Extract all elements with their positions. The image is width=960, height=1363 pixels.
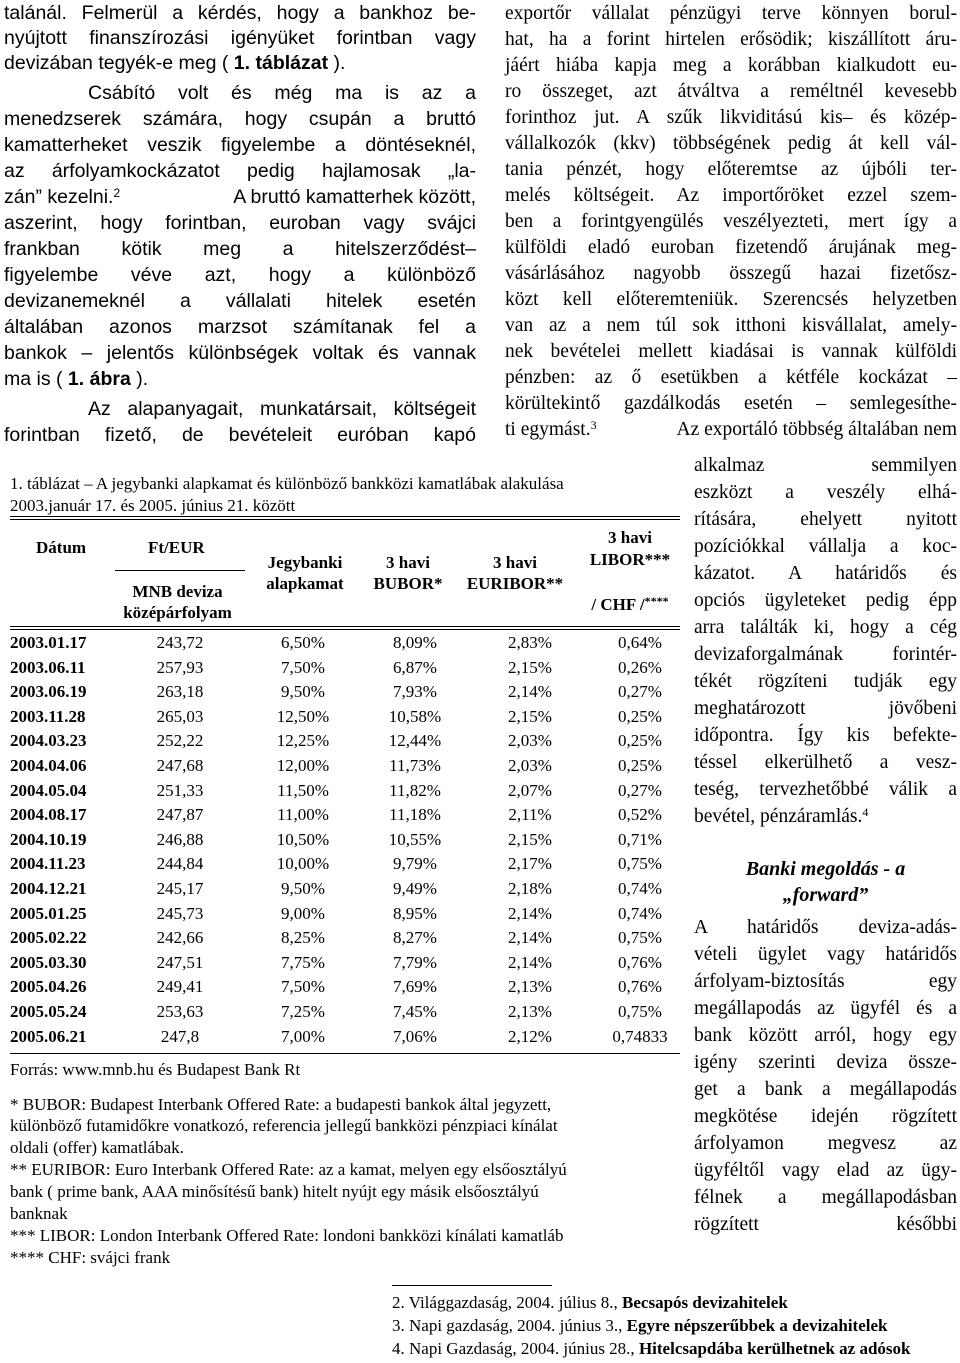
- cell-bubor: 11,18%: [389, 805, 441, 825]
- body-line: arra találták ki, hogy a cég: [694, 617, 957, 638]
- section-heading: Banki megoldás - a: [745, 858, 906, 880]
- table-bottom-rule: [10, 1053, 680, 1054]
- cell-euribor: 2,03%: [508, 731, 552, 751]
- table-row: [10, 1025, 700, 1049]
- cell-euribor: 2,15%: [508, 657, 552, 677]
- cell-fx: 243,72: [156, 633, 204, 652]
- header-rate: Jegybanki: [267, 553, 343, 572]
- body-line: zán” kezelni.$^2$ A bruttó kamatterhek között,: [4, 186, 476, 208]
- body-line: kázatot. A határidős és: [694, 563, 957, 584]
- cell-bubor: 7,79%: [393, 952, 437, 972]
- header-libor: 3 havi: [608, 528, 652, 547]
- body-line: forintban fizető, de bevételeit euróban kapó: [4, 424, 476, 446]
- cell-euribor: 2,13%: [508, 977, 552, 997]
- header-euribor: EURIBOR**: [466, 574, 564, 593]
- body-line: árfolyam-biztosítás egy: [694, 971, 957, 992]
- cell-date: 2004.03.23: [10, 731, 87, 751]
- table-note: **** CHF: svájci frank: [10, 1248, 171, 1267]
- cell-libor: 0,27%: [618, 780, 662, 800]
- cell-fx: 263,18: [156, 682, 204, 702]
- cell-libor: 0,76%: [618, 977, 662, 997]
- body-line: időpontra. Így kis befekte-: [694, 725, 957, 746]
- cell-libor: 0,76%: [618, 952, 662, 972]
- body-line: ügyféltől vagy elad az ügy-: [694, 1160, 957, 1181]
- cell-bubor: 11,73%: [389, 756, 441, 775]
- header-date: Dátum: [36, 538, 87, 557]
- cell-base-rate: 12,25%: [276, 731, 330, 751]
- cell-date: 2005.04.26: [10, 977, 87, 997]
- cell-libor: 0,75%: [618, 1002, 662, 1021]
- cell-date: 2003.11.28: [10, 706, 86, 726]
- body-line: bevétel, pénzáramlás.$^4$: [694, 805, 869, 827]
- cell-fx: 242,66: [156, 928, 204, 948]
- table-note: ** EURIBOR: Euro Interbank Offered Rate: az a kamat, melyen egy elsőosztályú: [10, 1160, 567, 1179]
- cell-fx: 245,17: [156, 879, 204, 898]
- footnote: 3. Napi gazdaság, 2004. június 3., Egyre népszerűbbek a devizahitelek: [392, 1316, 888, 1335]
- header-rate: alapkamat: [266, 574, 344, 593]
- cell-fx: 253,63: [156, 1002, 204, 1021]
- body-line: nek bevételei mellett kiadásai is vannak külföldi: [505, 341, 957, 362]
- body-line: vásárlásához nagyobb összegű hazai fizetősz-: [505, 263, 957, 284]
- figure-reference: 1. ábra: [67, 368, 131, 390]
- table-row: [10, 705, 700, 729]
- cell-base-rate: 9,00%: [281, 903, 325, 923]
- cell-euribor: 2,07%: [508, 780, 552, 800]
- cell-euribor: 2,14%: [508, 952, 552, 972]
- cell-fx: 244,84: [156, 854, 204, 874]
- cell-euribor: 2,11%: [508, 805, 552, 825]
- cell-bubor: 7,45%: [393, 1002, 437, 1021]
- cell-date: 2003.01.17: [10, 633, 87, 652]
- body-line: meghatározott jövőbeni: [694, 698, 957, 719]
- table-row: [10, 803, 700, 827]
- cell-base-rate: 8,25%: [281, 928, 325, 948]
- cell-euribor: 2,15%: [508, 706, 552, 726]
- body-line: jáért hiába kapja meg a korábban kialkudott eu-: [505, 55, 957, 76]
- cell-fx: 252,22: [156, 731, 204, 751]
- body-line: az árfolyamkockázatot pedig hajlamosak „la-: [4, 160, 476, 182]
- cell-date: 2005.05.24: [10, 1002, 87, 1021]
- header-euribor: 3 havi: [493, 553, 537, 572]
- footnote-marker: 3: [590, 418, 597, 432]
- cell-date: 2005.01.25: [10, 903, 87, 923]
- cell-bubor: 7,06%: [393, 1026, 437, 1046]
- cell-base-rate: 12,00%: [276, 756, 330, 775]
- cell-bubor: 10,55%: [388, 829, 442, 849]
- header-fx: Ft/EUR: [148, 538, 205, 557]
- body-line: tékét rögzíteni tudják egy: [694, 671, 957, 692]
- cell-libor: 0,25%: [618, 706, 662, 726]
- cell-bubor: 9,49%: [393, 879, 437, 898]
- cell-bubor: 10,58%: [388, 706, 442, 726]
- body-line: igény szerinti deviza össze-: [694, 1052, 957, 1073]
- table-reference: 1. táblázat: [233, 52, 329, 74]
- cell-libor: 0,26%: [618, 657, 662, 677]
- body-line: félnek a megállapodásban: [694, 1187, 957, 1208]
- cell-base-rate: 7,25%: [281, 1002, 325, 1021]
- cell-euribor: 2,14%: [508, 903, 552, 923]
- body-line: alkalmaz semmilyen: [694, 455, 957, 476]
- cell-bubor: 8,27%: [393, 928, 437, 948]
- table-note: bank ( prime bank, AAA minősítésű bank) hitelt nyújt egy másik elsőosztályú: [10, 1182, 539, 1201]
- cell-date: 2005.02.22: [10, 928, 87, 948]
- cell-libor: 0,71%: [618, 829, 662, 849]
- cell-fx: 257,93: [156, 657, 204, 677]
- header-fx-sub: MNB deviza: [132, 582, 223, 601]
- body-line: rögzített későbbi: [694, 1214, 957, 1235]
- body-line: opciós ügyleteket pedig épp: [694, 590, 957, 611]
- table-row: [10, 877, 700, 901]
- body-line: külföldi eladó euroban fizetendő árujának meg-: [505, 237, 957, 258]
- body-line: forinthoz jut. A szűk likviditású kis– és közép-: [505, 107, 957, 128]
- table-row: [10, 1000, 700, 1024]
- cell-date: 2003.06.11: [10, 657, 86, 677]
- footnote: 2. Világgazdaság, 2004. július 8., Becsapós devizahitelek: [392, 1293, 788, 1312]
- table-caption: 2003.január 17. és 2005. június 21. között: [10, 496, 296, 515]
- cell-date: 2004.04.06: [10, 756, 87, 775]
- table-top-rule: [10, 516, 680, 517]
- cell-bubor: 7,93%: [393, 682, 437, 702]
- cell-base-rate: 6,50%: [281, 633, 325, 652]
- cell-date: 2005.06.21: [10, 1026, 87, 1046]
- body-line: frankban kötik meg a hitelszerződést–: [4, 238, 476, 260]
- table-row: [10, 926, 700, 950]
- cell-fx: 251,33: [156, 780, 204, 800]
- cell-base-rate: 10,00%: [276, 854, 330, 874]
- header-bubor: 3 havi: [386, 553, 430, 572]
- body-line: Az alapanyagait, munkatársait, költségeit: [88, 398, 476, 420]
- table-note: * BUBOR: Budapest Interbank Offered Rate: a budapesti bankok által jegyzett,: [10, 1095, 552, 1114]
- cell-base-rate: 11,50%: [277, 780, 329, 800]
- cell-fx: 247,87: [156, 805, 204, 825]
- table-note: különböző futamidőkre vonatkozó, referencia jellegű bankközi pénzpiaci kínálat: [10, 1116, 558, 1135]
- cell-bubor: 9,79%: [393, 854, 437, 874]
- table-row: [10, 754, 700, 778]
- cell-date: 2004.05.04: [10, 780, 87, 800]
- cell-euribor: 2,14%: [508, 928, 552, 948]
- cell-euribor: 2,12%: [508, 1026, 552, 1046]
- cell-date: 2005.03.30: [10, 952, 87, 972]
- body-line: ro összeget, azt átváltva a reméltnél kevesebb: [505, 81, 957, 102]
- cell-fx: 265,03: [156, 706, 204, 726]
- cell-libor: 0,74833: [612, 1026, 668, 1046]
- cell-libor: 0,25%: [618, 731, 662, 751]
- body-line: kamatterheket veszik figyelembe a döntéseknél,: [4, 134, 476, 156]
- cell-libor: 0,64%: [618, 633, 662, 652]
- cell-base-rate: 7,00%: [281, 1026, 325, 1046]
- cell-libor: 0,75%: [618, 854, 662, 874]
- table-row: [10, 828, 700, 852]
- cell-bubor: 8,09%: [393, 633, 437, 652]
- table-row: [10, 852, 700, 876]
- cell-bubor: 7,69%: [393, 977, 437, 997]
- cell-euribor: 2,03%: [508, 756, 552, 775]
- body-line: van az a nem túl sok itthoni kisvállalat, amely-: [505, 315, 957, 336]
- body-line: menedzserek számára, hogy csupán a bruttó: [4, 108, 476, 130]
- cell-date: 2003.06.19: [10, 682, 87, 702]
- cell-libor: 0,74%: [618, 903, 662, 923]
- body-line: hat, ha a forint hirtelen erősödik; kiszállított áru-: [505, 29, 957, 50]
- table-row: [10, 975, 700, 999]
- body-line: vállalkozók (kkv) többségének pedig át kell vál-: [505, 133, 957, 154]
- body-line: melés költségeit. Az importőröket ezzel szem-: [505, 185, 957, 206]
- table-row: [10, 680, 700, 704]
- body-line: eszközt a veszély elhá-: [694, 482, 957, 503]
- body-line: tania pénzét, hogy előteremtse az újbóli ter-: [505, 159, 957, 180]
- cell-libor: 0,52%: [618, 805, 662, 825]
- table-row: [10, 902, 700, 926]
- table-caption: 1. táblázat – A jegybanki alapkamat és különböző bankközi kamatlábak alakulása: [10, 474, 564, 493]
- cell-euribor: 2,13%: [508, 1002, 552, 1021]
- cell-euribor: 2,17%: [508, 854, 552, 874]
- cell-base-rate: 11,00%: [277, 805, 329, 825]
- body-line: talánál. Felmerül a kérdés, hogy a bankhoz be-: [4, 2, 476, 24]
- header-rule: [115, 570, 245, 571]
- body-line: bank között arról, hogy egy: [694, 1025, 957, 1046]
- cell-fx: 247,68: [156, 756, 204, 775]
- cell-fx: 247,8: [160, 1026, 200, 1046]
- header-libor: LIBOR***: [589, 550, 671, 569]
- cell-euribor: 2,15%: [508, 829, 552, 849]
- cell-libor: 0,27%: [618, 682, 662, 702]
- body-line: közt kell előteremteniük. Szerencsés helyzetben: [505, 289, 957, 310]
- cell-date: 2004.08.17: [10, 805, 87, 825]
- section-heading: „forward”: [782, 884, 869, 906]
- table-note: oldali (offer) kamatlábak.: [10, 1138, 184, 1157]
- cell-date: 2004.10.19: [10, 829, 87, 849]
- footnote-marker: 4: [862, 805, 869, 819]
- cell-libor: 0,75%: [618, 928, 662, 948]
- body-line: ben a forintgyengülés veszélyezteti, mert így a: [505, 211, 957, 232]
- table-row: [10, 951, 700, 975]
- table-row: [10, 656, 700, 680]
- header-fx-sub: középárfolyam: [123, 603, 232, 622]
- body-line: ma is ( 1. ábra ).: [4, 368, 149, 390]
- body-line: devizanemeknél a vállalati hitelek esetén: [4, 290, 476, 312]
- table-note: *** LIBOR: London Interbank Offered Rate: londoni bankközi kínálati kamatláb: [10, 1226, 564, 1245]
- cell-euribor: 2,18%: [508, 879, 552, 898]
- cell-bubor: 6,87%: [393, 657, 437, 677]
- header-bottom-rule: [10, 626, 680, 627]
- header-bottom-rule: [10, 629, 680, 630]
- table-source: Forrás: www.mnb.hu és Budapest Bank Rt: [10, 1060, 301, 1079]
- cell-base-rate: 7,75%: [281, 952, 325, 972]
- body-line: bankok – jelentős különbségek voltak és vannak: [4, 342, 476, 364]
- footnote-rule: [392, 1285, 552, 1286]
- cell-fx: 249,41: [156, 977, 204, 997]
- cell-fx: 246,88: [156, 829, 204, 849]
- cell-libor: 0,74%: [618, 879, 662, 898]
- body-line: get a bank a megállapodás: [694, 1079, 957, 1100]
- table-top-rule: [10, 519, 680, 520]
- body-line: aszerint, hogy forintban, euroban vagy svájci: [4, 212, 476, 234]
- body-line: pénzben: az ő esetükben a kétféle kockázat –: [505, 367, 957, 388]
- cell-base-rate: 7,50%: [281, 657, 325, 677]
- body-line: exportőr vállalat pénzügyi terve könnyen borul-: [505, 3, 957, 24]
- body-line: megállapodás az ügyfél és a: [694, 998, 957, 1019]
- body-line: körültekintő gazdálkodás esetén – semlegesíthe-: [505, 393, 957, 414]
- cell-fx: 245,73: [156, 903, 204, 923]
- body-line: devizaforgalmának forintér-: [694, 644, 957, 665]
- cell-date: 2004.11.23: [10, 854, 86, 874]
- header-libor: / CHF /****: [591, 594, 669, 614]
- cell-bubor: 11,82%: [389, 780, 441, 800]
- body-line: Csábító volt és még ma is az a: [88, 82, 476, 104]
- body-line: nyújtott finanszírozási igényüket forintban vagy: [4, 27, 476, 49]
- cell-fx: 247,51: [156, 952, 204, 972]
- table-row: [10, 631, 700, 655]
- table-row: [10, 779, 700, 803]
- cell-date: 2004.12.21: [10, 879, 87, 898]
- body-line: pozíciókkal vállalja a koc-: [694, 536, 957, 557]
- body-line: A határidős deviza-adás-: [694, 917, 957, 938]
- body-line: rítására, ehelyett nyitott: [694, 509, 957, 530]
- body-line: figyelembe véve azt, hogy a különböző: [4, 264, 476, 286]
- header-bubor: BUBOR*: [373, 574, 443, 593]
- table-note: banknak: [10, 1204, 68, 1223]
- body-line: ti egymást.$^3$ Az exportáló többség általában nem: [505, 418, 957, 440]
- cell-euribor: 2,83%: [508, 633, 552, 652]
- cell-base-rate: 10,50%: [276, 829, 330, 849]
- cell-base-rate: 9,50%: [281, 879, 325, 898]
- body-line: árfolyamon megvesz az: [694, 1133, 957, 1154]
- body-line: devizában tegyék-e meg ( 1. táblázat ).: [4, 52, 346, 74]
- cell-bubor: 12,44%: [388, 731, 442, 751]
- body-line: megkötése idején rögzített: [694, 1106, 957, 1127]
- cell-base-rate: 9,50%: [281, 682, 325, 702]
- table-row: [10, 729, 700, 753]
- footnote: 4. Napi Gazdaság, 2004. június 28., Hitelcsapdába kerülhetnek az adósok: [392, 1339, 911, 1358]
- cell-base-rate: 7,50%: [281, 977, 325, 997]
- cell-libor: 0,25%: [618, 756, 662, 775]
- cell-bubor: 8,95%: [393, 903, 437, 923]
- cell-euribor: 2,14%: [508, 682, 552, 702]
- body-line: általában azonos marzsot számítanak fel a: [4, 316, 476, 338]
- cell-base-rate: 12,50%: [276, 706, 330, 726]
- body-line: téssel elkerülhető a vesz-: [694, 752, 957, 773]
- footnote-marker: 2: [113, 186, 121, 200]
- body-line: vételi ügylet vagy határidős: [694, 944, 957, 965]
- body-line: teség, tervezhetőbbé válik a: [694, 779, 957, 800]
